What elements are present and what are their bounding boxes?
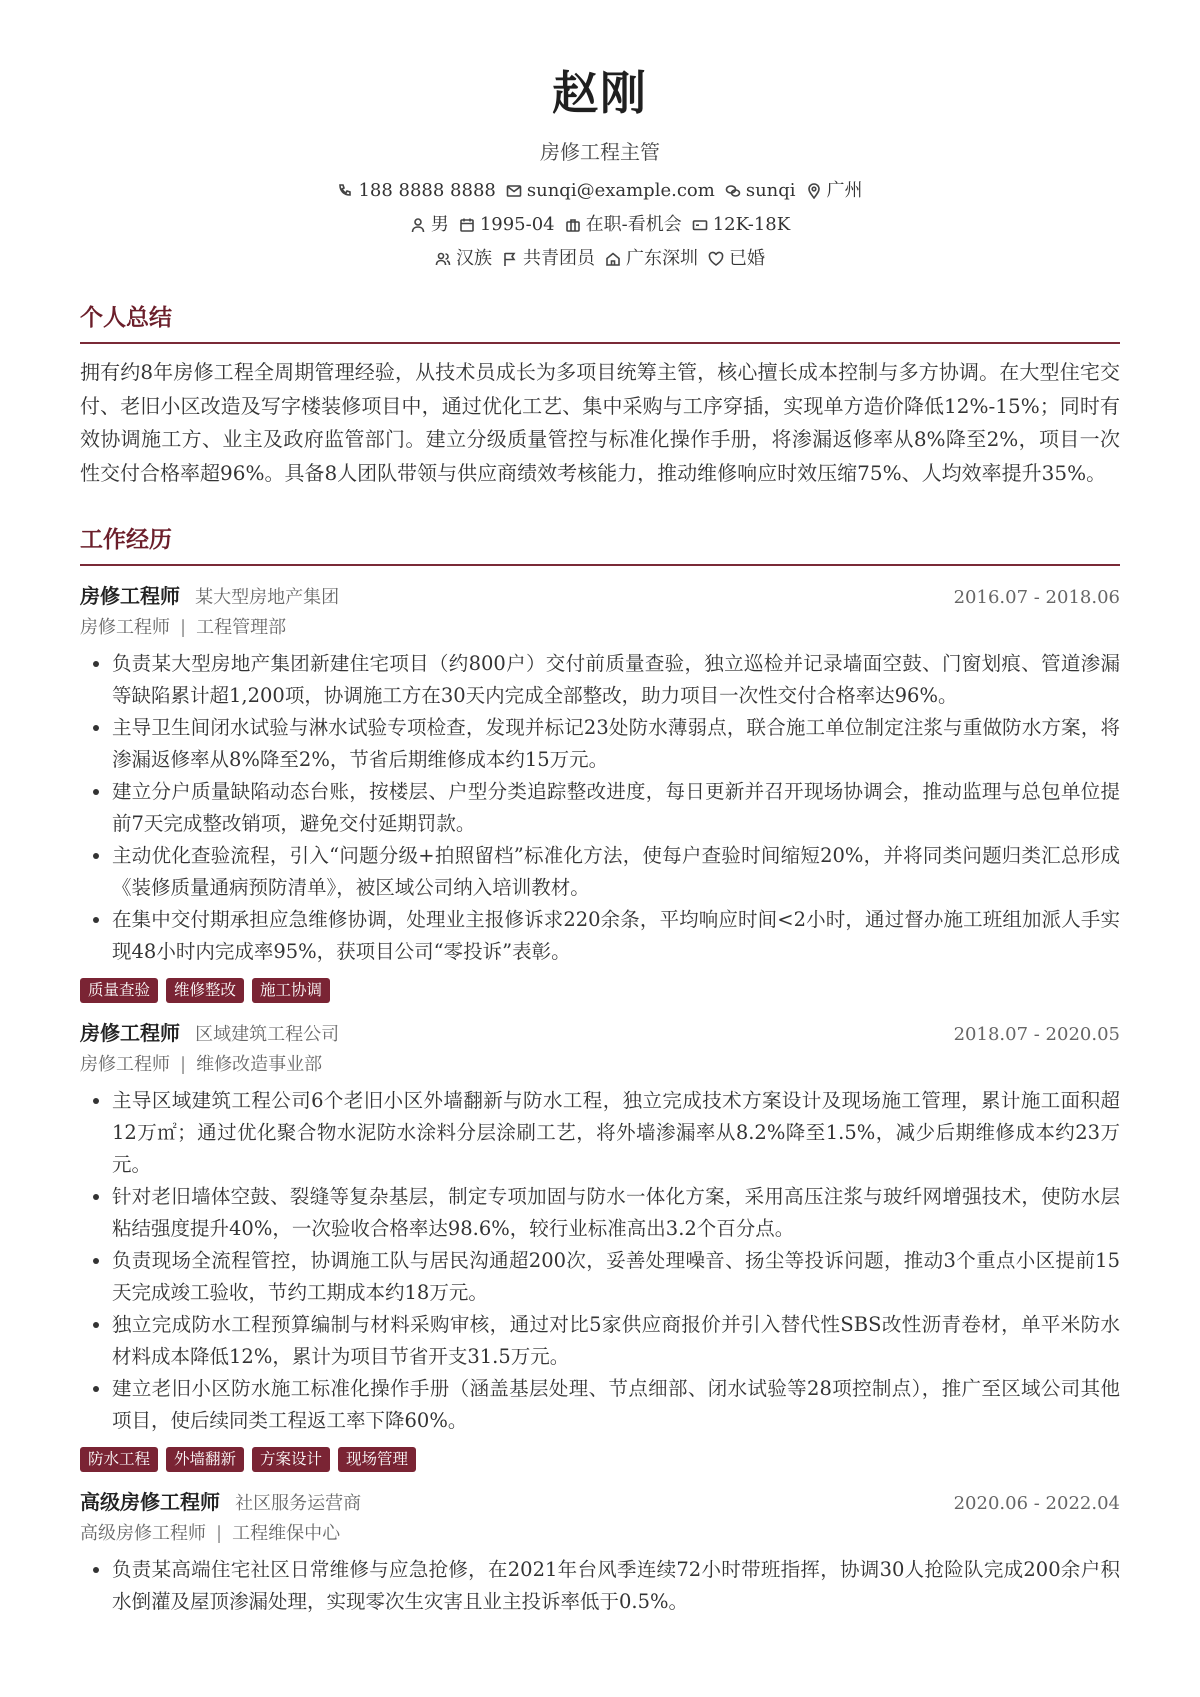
job-role: 房修工程师: [80, 1021, 180, 1045]
bullet-item: • 负责现场全流程管控，协调施工队与居民沟通超200次，妥善处理噪音、扬尘等投诉问题，推动3个重点小区提前15天完成竣工验收，节约工期成本约18万元。: [112, 1245, 1120, 1309]
heart-icon: [708, 251, 724, 267]
birth-text: 1995-04: [479, 214, 555, 235]
job-position: 房修工程师: [80, 1054, 170, 1075]
job-date: 2018.07 - 2020.05: [953, 1024, 1120, 1045]
personal-row: [80, 208, 1120, 242]
marital-info: [708, 242, 765, 276]
status-info: [565, 208, 682, 242]
email-info[interactable]: [506, 174, 715, 208]
experience-heading: 工作经历: [80, 524, 1120, 566]
candidate-name: 赵刚: [552, 66, 648, 120]
job-date: 2016.07 - 2018.06: [953, 587, 1120, 608]
skill-tag: 方案设计: [252, 1447, 330, 1472]
phone-info[interactable]: [337, 174, 495, 208]
job-subline: [80, 1049, 1120, 1081]
bullet-item: • 建立老旧小区防水施工标准化操作手册（涵盖基层处理、节点细部、闭水试验等28项控制点），推广至区域公司其他项目，使后续同类工程返工率下降60%。: [112, 1373, 1120, 1437]
ethnicity-text: 汉族: [456, 248, 492, 269]
salary-info: [692, 208, 790, 242]
job-bullets: [80, 648, 1120, 968]
bullet-item: • 建立分户质量缺陷动态台账，按楼层、户型分类追踪整改进度，每日更新并召开现场协调会，推动监理与总包单位提前7天完成整改销项，避免交付延期罚款。: [112, 776, 1120, 840]
skill-tag: 现场管理: [338, 1447, 416, 1472]
calendar-icon: [459, 217, 475, 233]
status-text: 在职-看机会: [585, 214, 682, 235]
hometown-text: 广东深圳: [626, 248, 698, 269]
flag-icon: [502, 251, 518, 267]
resume-page: [80, 0, 1120, 1618]
ethnicity-info: [435, 242, 492, 276]
hometown-info: [605, 242, 698, 276]
email-text: sunqi@example.com: [526, 180, 715, 201]
briefcase-icon: [565, 217, 581, 233]
separator: |: [180, 1054, 187, 1075]
job-tags: [80, 1447, 1120, 1472]
job-company: 区域建筑工程公司: [195, 1024, 340, 1045]
bullet-item: • 独立完成防水工程预算编制与材料采购审核，通过对比5家供应商报价并引入替代性SBS改性沥青卷材，单平米防水材料成本降低12%，累计为项目节省开支31.5万元。: [112, 1309, 1120, 1373]
salary-text: 12K-18K: [712, 214, 791, 235]
job-department: 工程管理部: [196, 617, 287, 638]
bullet-item: • 主导区域建筑工程公司6个老旧小区外墙翻新与防水工程，独立完成技术方案设计及现场施工管理，累计施工面积超12万㎡；通过优化聚合物水泥防水涂料分层涂刷工艺，将外墙渗漏率从8.2%降至1.5%，减少后期维修成本约23万元。: [112, 1085, 1120, 1181]
job-tags: [80, 978, 1120, 1003]
job-subline: [80, 612, 1120, 644]
background-row: [80, 242, 1120, 276]
job-company: 社区服务运营商: [235, 1493, 362, 1514]
contact-row: [80, 174, 1120, 208]
location-info: [806, 174, 863, 208]
phone-text: 188 8888 8888: [358, 180, 496, 201]
summary-text: 拥有约8年房修工程全周期管理经验，从技术员成长为多项目统筹主管，核心擅长成本控制与多方协调。在大型住宅交付、老旧小区改造及写字楼装修项目中，通过优化工艺、集中采购与工序穿插，实现单方造价降低12%-15%；同时有效协调施工方、业主及政府监管部门。建立分级质量管控与标准化操作手册，将渗漏返修率从8%降至2%，项目一次性交付合格率超96%。具备8人团队带领与供应商绩效考核能力，推动维修响应时效压缩75%、人均效率提升35%。: [80, 360, 1120, 485]
job-title: 房修工程主管: [540, 140, 660, 164]
skill-tag: 外墙翻新: [166, 1447, 244, 1472]
job-bullets: [80, 1554, 1120, 1618]
job-entry: [80, 1017, 1120, 1472]
political-info: [502, 242, 595, 276]
bullet-item: • 在集中交付期承担应急维修协调，处理业主报修诉求220余条，平均响应时间<2小时，通过督办施工班组加派人手实现48小时内完成率95%，获项目公司“零投诉”表彰。: [112, 904, 1120, 968]
separator: |: [180, 617, 187, 638]
job-department: 维修改造事业部: [196, 1054, 323, 1075]
home-icon: [605, 251, 621, 267]
job-subline: [80, 1518, 1120, 1550]
skill-tag: 防水工程: [80, 1447, 158, 1472]
location-icon: [806, 183, 822, 199]
phone-icon: [337, 183, 353, 199]
person-icon: [410, 217, 426, 233]
bullet-item: • 针对老旧墙体空鼓、裂缝等复杂基层，制定专项加固与防水一体化方案，采用高压注浆与玻纤网增强技术，使防水层粘结强度提升40%，一次验收合格率达98.6%，较行业标准高出3.2个百分点。: [112, 1181, 1120, 1245]
job-bullets: [80, 1085, 1120, 1437]
summary-heading: 个人总结: [80, 302, 1120, 344]
wechat-icon: [725, 183, 741, 199]
wechat-text: sunqi: [745, 180, 796, 201]
job-department: 工程维保中心: [232, 1523, 341, 1544]
mail-icon: [506, 183, 522, 199]
skill-tag: 维修整改: [166, 978, 244, 1003]
location-text: 广州: [826, 180, 863, 201]
gender-text: 男: [430, 214, 449, 235]
wechat-info[interactable]: [725, 174, 796, 208]
bullet-item: • 负责某大型房地产集团新建住宅项目（约800户）交付前质量查验，独立巡检并记录墙面空鼓、门窗划痕、管道渗漏等缺陷累计超1,200项，协调施工方在30天内完成全部整改，助力项目一次性交付合格率达96%。: [112, 648, 1120, 712]
job-entry: [80, 1486, 1120, 1618]
people-icon: [435, 251, 451, 267]
job-role: 高级房修工程师: [80, 1490, 220, 1514]
bullet-item: • 主动优化查验流程，引入“问题分级+拍照留档”标准化方法，使每户查验时间缩短20%，并将同类问题归类汇总形成《装修质量通病预防清单》，被区域公司纳入培训教材。: [112, 840, 1120, 904]
job-date: 2020.06 - 2022.04: [953, 1493, 1120, 1514]
separator: |: [216, 1523, 223, 1544]
bullet-item: • 主导卫生间闭水试验与淋水试验专项检查，发现并标记23处防水薄弱点，联合施工单位制定注浆与重做防水方案，将渗漏返修率从8%降至2%，节省后期维修成本约15万元。: [112, 712, 1120, 776]
job-company: 某大型房地产集团: [195, 587, 340, 608]
bullet-item: • 负责某高端住宅社区日常维修与应急抢修，在2021年台风季连续72小时带班指挥，协调30人抢险队完成200余户积水倒灌及屋顶渗漏处理，实现零次生灾害且业主投诉率低于0.5%。: [112, 1554, 1120, 1618]
job-position: 高级房修工程师: [80, 1523, 206, 1544]
skill-tag: 施工协调: [252, 978, 330, 1003]
birth-info: [459, 208, 555, 242]
marital-text: 已婚: [729, 248, 765, 269]
job-role: 房修工程师: [80, 584, 180, 608]
political-text: 共青团员: [523, 248, 595, 269]
gender-info: [410, 208, 449, 242]
wallet-icon: [692, 217, 708, 233]
skill-tag: 质量查验: [80, 978, 158, 1003]
job-position: 房修工程师: [80, 617, 170, 638]
job-entry: [80, 580, 1120, 1003]
